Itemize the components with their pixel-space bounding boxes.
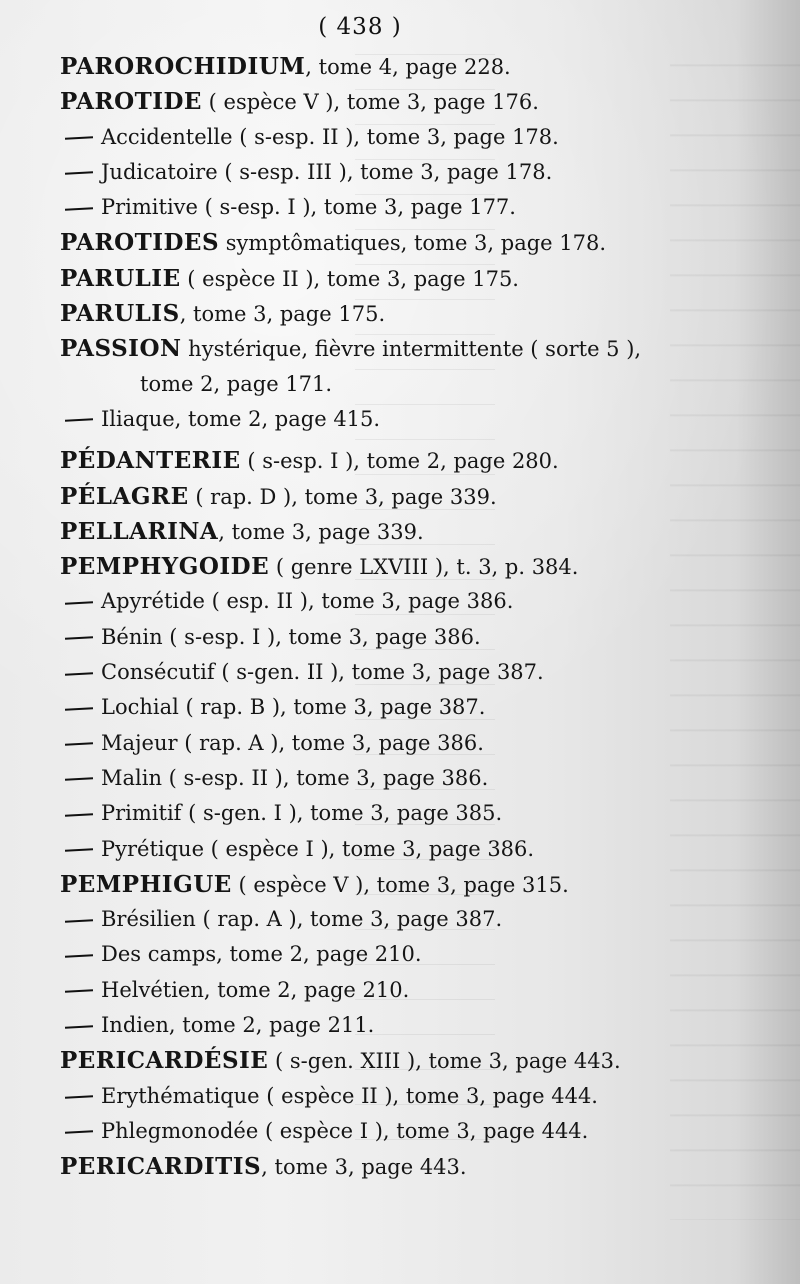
entry-text: hystérique, fièvre intermittente ( sorte 5 ), bbox=[181, 337, 642, 362]
index-subentry bbox=[0, 902, 760, 937]
headword: PERICARDÉSIE bbox=[60, 1047, 269, 1075]
index-subentry bbox=[0, 937, 760, 972]
headword: PÉLAGRE bbox=[60, 482, 189, 510]
index-entry bbox=[0, 479, 760, 514]
dash-icon bbox=[65, 778, 93, 781]
entry-text: Primitive ( s-esp. I ), tome 3, page 177. bbox=[101, 195, 516, 220]
dash-icon bbox=[65, 848, 93, 851]
entry-text: ( espèce II ), tome 3, page 175. bbox=[180, 266, 519, 291]
dash-icon bbox=[65, 419, 93, 422]
headword: PAROROCHIDIUM bbox=[60, 53, 306, 80]
index-entry-continuation bbox=[0, 367, 760, 402]
entry-text: ( genre LXVIII ), t. 3, p. 384. bbox=[269, 555, 579, 580]
entry-text: Malin ( s-esp. II ), tome 3, page 386. bbox=[101, 765, 489, 790]
headword: PAROTIDES bbox=[60, 229, 220, 257]
index-entry bbox=[0, 1043, 760, 1078]
entry-text: , tome 4, page 228. bbox=[305, 55, 511, 79]
headword: PEMPHYGOIDE bbox=[60, 553, 270, 581]
dash-icon bbox=[65, 672, 93, 675]
entry-text: ( rap. D ), tome 3, page 339. bbox=[188, 484, 497, 509]
headword: PAROTIDE bbox=[60, 88, 202, 116]
dash-icon bbox=[65, 919, 93, 922]
index-entry bbox=[0, 1149, 760, 1184]
index-subentry bbox=[0, 726, 760, 761]
dash-icon bbox=[65, 136, 93, 139]
headword: PEMPHIGUE bbox=[60, 870, 232, 898]
headword: PARULIE bbox=[60, 264, 181, 292]
entry-text: Des camps, tome 2, page 210. bbox=[101, 942, 422, 967]
index-entry bbox=[0, 549, 760, 584]
index-subentry bbox=[0, 155, 760, 190]
entry-text: Primitif ( s-gen. I ), tome 3, page 385. bbox=[101, 801, 503, 826]
entry-text: ( espèce V ), tome 3, page 315. bbox=[231, 872, 569, 897]
index-subentry bbox=[0, 190, 760, 225]
index-entry bbox=[0, 261, 760, 296]
entry-text: Bénin ( s-esp. I ), tome 3, page 386. bbox=[101, 624, 481, 649]
entry-text: Accidentelle ( s-esp. II ), tome 3, page 178. bbox=[101, 124, 559, 149]
index-entry bbox=[0, 867, 760, 902]
dash-icon bbox=[65, 172, 93, 175]
index-subentry bbox=[0, 690, 760, 725]
entry-text: Erythématique ( espèce II ), tome 3, page 444. bbox=[101, 1083, 598, 1108]
page-number: ( 438 ) bbox=[318, 14, 402, 40]
entry-text: Lochial ( rap. B ), tome 3, page 387. bbox=[101, 695, 486, 720]
entry-text: , tome 3, page 443. bbox=[261, 1155, 467, 1180]
index-entry bbox=[0, 443, 760, 478]
index-subentry bbox=[0, 1114, 760, 1149]
entry-text: Indien, tome 2, page 211. bbox=[101, 1013, 375, 1038]
entry-text: symptômatiques, tome 3, page 178. bbox=[219, 231, 607, 256]
dash-icon bbox=[65, 813, 93, 816]
entry-text: , tome 3, page 175. bbox=[179, 302, 386, 327]
entry-text: Apyrétide ( esp. II ), tome 3, page 386. bbox=[101, 589, 514, 614]
entry-text: , tome 3, page 339. bbox=[218, 519, 424, 544]
index-subentry bbox=[0, 973, 760, 1008]
entry-text: ( espèce V ), tome 3, page 176. bbox=[201, 90, 539, 115]
index-entry bbox=[0, 331, 760, 366]
headword: PASSION bbox=[60, 335, 182, 363]
index-entry bbox=[0, 225, 760, 260]
entry-text: Majeur ( rap. A ), tome 3, page 386. bbox=[101, 730, 484, 755]
dash-icon bbox=[65, 742, 93, 745]
dash-icon bbox=[65, 989, 93, 992]
entry-text: ( s-esp. I ), tome 2, page 280. bbox=[240, 449, 559, 474]
dash-icon bbox=[65, 954, 93, 957]
index-subentry bbox=[0, 402, 760, 437]
dash-icon bbox=[65, 207, 93, 210]
headword: PELLARINA bbox=[60, 517, 219, 545]
entry-text: Brésilien ( rap. A ), tome 3, page 387. bbox=[101, 907, 503, 932]
index-entry bbox=[0, 49, 760, 84]
entry-text: Judicatoire ( s-esp. III ), tome 3, page 178. bbox=[101, 159, 553, 184]
headword: PÉDANTERIE bbox=[60, 447, 241, 475]
entry-text: Helvétien, tome 2, page 210. bbox=[101, 977, 410, 1002]
dash-icon bbox=[65, 601, 93, 604]
headword: PERICARDITIS bbox=[60, 1153, 262, 1181]
entry-text: Consécutif ( s-gen. II ), tome 3, page 387. bbox=[101, 660, 544, 685]
dash-icon bbox=[65, 637, 93, 640]
entry-text: Iliaque, tome 2, page 415. bbox=[101, 406, 381, 431]
entry-text: Pyrétique ( espèce I ), tome 3, page 386. bbox=[101, 836, 535, 861]
index-subentry bbox=[0, 761, 760, 796]
index-subentry bbox=[0, 655, 760, 690]
entry-text: tome 2, page 171. bbox=[140, 371, 333, 396]
entry-text: Phlegmonodée ( espèce I ), tome 3, page 444. bbox=[101, 1118, 589, 1143]
index-entry bbox=[0, 296, 760, 331]
index-entry-list bbox=[0, 49, 760, 1185]
dash-icon bbox=[65, 1025, 93, 1028]
index-subentry bbox=[0, 796, 760, 831]
entry-text: ( s-gen. XIII ), tome 3, page 443. bbox=[268, 1049, 621, 1074]
index-subentry bbox=[0, 1008, 760, 1043]
dash-icon bbox=[65, 1131, 93, 1134]
dash-icon bbox=[65, 1095, 93, 1098]
index-entry bbox=[0, 84, 760, 119]
index-subentry bbox=[0, 620, 760, 655]
index-subentry bbox=[0, 120, 760, 155]
index-subentry bbox=[0, 584, 760, 619]
dash-icon bbox=[65, 707, 93, 710]
index-subentry bbox=[0, 832, 760, 867]
index-subentry bbox=[0, 1079, 760, 1114]
index-entry bbox=[0, 514, 760, 549]
headword: PARULIS bbox=[60, 300, 180, 328]
